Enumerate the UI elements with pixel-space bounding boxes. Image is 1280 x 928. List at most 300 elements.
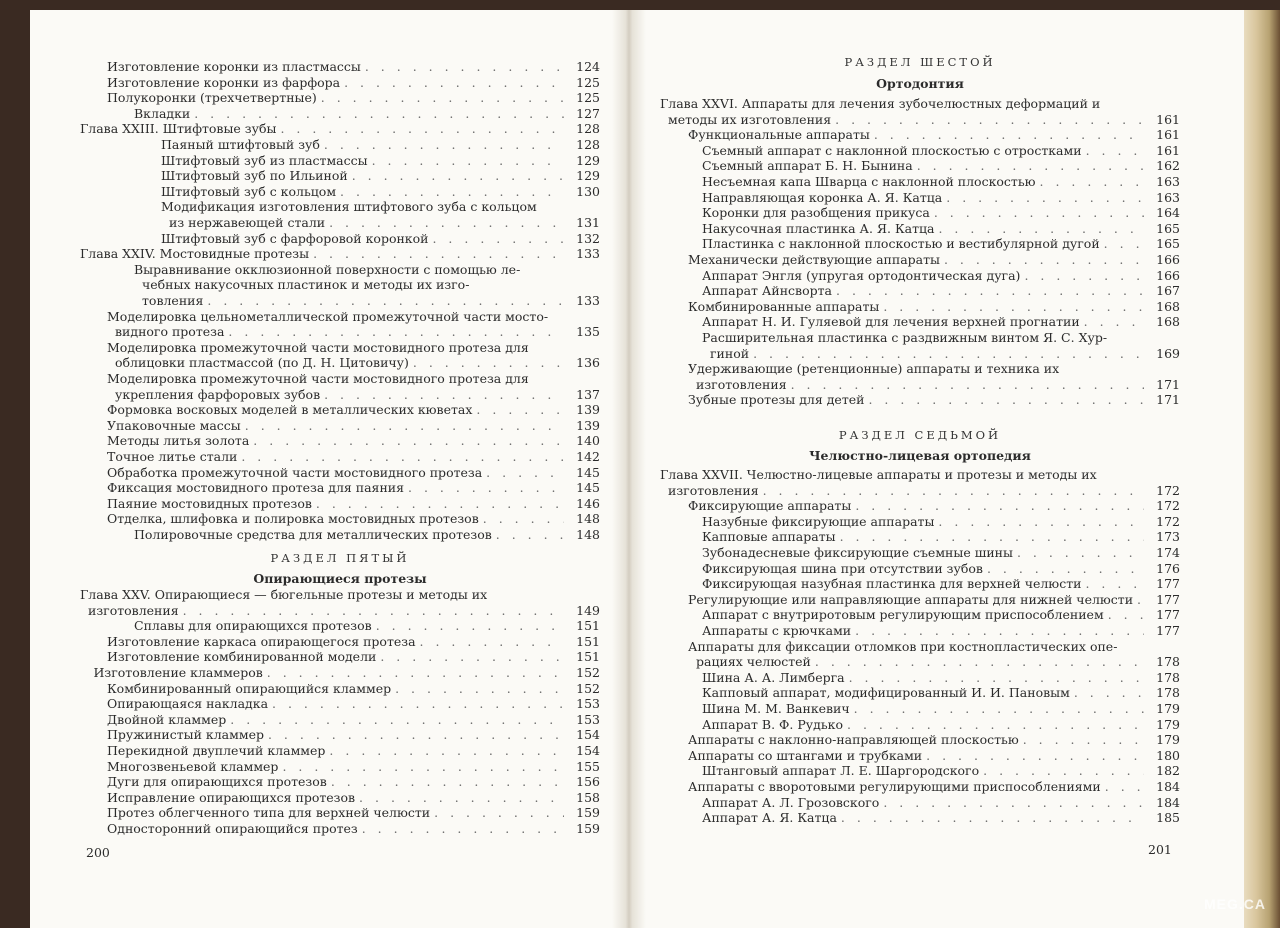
toc-entry-title: Перекидной двуплечий кламмер bbox=[107, 743, 326, 758]
toc-entry-title: Комбинированные аппараты bbox=[688, 298, 880, 314]
leader-dots bbox=[321, 91, 564, 105]
leader-dots bbox=[883, 300, 1144, 314]
toc-entry bbox=[107, 728, 600, 742]
toc-entry-title: видного протеза bbox=[115, 324, 225, 340]
leader-dots bbox=[849, 671, 1144, 685]
toc-entry-title: Паяный штифтовый зуб bbox=[161, 137, 320, 152]
leader-dots bbox=[267, 666, 564, 680]
toc-entry bbox=[107, 635, 600, 649]
toc-entry bbox=[688, 393, 1180, 407]
toc-entry-page: 153 bbox=[576, 711, 600, 727]
toc-entry-page: 159 bbox=[576, 805, 600, 821]
leader-dots bbox=[1024, 269, 1144, 283]
toc-entry bbox=[107, 450, 600, 464]
toc-entry bbox=[688, 499, 1180, 513]
toc-entry-title: из нержавеющей стали bbox=[169, 215, 326, 230]
toc-entry-page: 124 bbox=[576, 59, 600, 74]
leader-dots bbox=[987, 562, 1144, 576]
leader-dots bbox=[753, 347, 1144, 361]
leader-dots bbox=[352, 169, 564, 183]
toc-entry bbox=[107, 791, 600, 805]
toc-entry-title: товления bbox=[142, 293, 204, 308]
leader-dots bbox=[380, 650, 564, 664]
left-page bbox=[80, 0, 600, 918]
toc-entry bbox=[702, 686, 1180, 700]
toc-entry bbox=[702, 269, 1180, 283]
toc-entry-title: Съемный аппарат с наклонной плоскостью с отростками bbox=[702, 142, 1082, 158]
toc-entry bbox=[688, 749, 1180, 763]
leader-dots bbox=[944, 253, 1144, 267]
toc-entry-title: Съемный аппарат Б. Н. Бынина bbox=[702, 158, 913, 174]
leader-dots bbox=[855, 499, 1144, 513]
toc-entry-title: изготовления bbox=[696, 376, 787, 392]
toc-entry-title: Двойной кламмер bbox=[107, 711, 227, 727]
toc-entry-title: Фиксация мостовидного протеза для паяния bbox=[107, 480, 404, 496]
toc-entry bbox=[696, 378, 1180, 392]
leader-dots bbox=[791, 378, 1144, 392]
leader-dots bbox=[1040, 175, 1144, 189]
toc-entry-title: Фиксирующие аппараты bbox=[688, 498, 852, 514]
leader-dots bbox=[835, 113, 1144, 127]
leader-dots bbox=[868, 393, 1144, 407]
toc-entry-title: Штифтовый зуб с кольцом bbox=[161, 183, 337, 199]
toc-entry-page: 155 bbox=[576, 758, 600, 774]
leader-dots bbox=[420, 635, 564, 649]
toc-entry bbox=[88, 604, 600, 618]
leader-dots bbox=[324, 138, 564, 152]
toc-entry-title: Выравнивание окклюзионной поверхности с помощью ле- bbox=[134, 261, 521, 277]
leader-dots bbox=[344, 76, 564, 90]
leader-dots bbox=[938, 515, 1144, 529]
leader-dots bbox=[496, 528, 564, 542]
toc-entry-title: Аппараты с вворотовыми регулирующими приспособлениями bbox=[688, 779, 1101, 794]
leader-dots bbox=[926, 749, 1144, 763]
leader-dots bbox=[408, 481, 564, 495]
toc-entry-page: 179 bbox=[1156, 701, 1180, 716]
toc-entry-title: Многозвеньевой кламмер bbox=[107, 758, 279, 774]
toc-entry-title: Шина А. А. Лимберга bbox=[702, 669, 845, 685]
section-heading: РАЗДЕЛ ШЕСТОЙ bbox=[844, 55, 996, 69]
toc-entry-title: Глава XXVII. Челюстно-лицевые аппараты и протезы и методы их bbox=[660, 467, 1097, 482]
toc-entry-page: 184 bbox=[1156, 794, 1180, 810]
toc-entry bbox=[169, 216, 600, 230]
toc-entry-title: рациях челюстей bbox=[696, 654, 811, 670]
toc-entry bbox=[702, 284, 1180, 298]
toc-entry bbox=[688, 780, 1180, 794]
toc-entry-page: 171 bbox=[1156, 392, 1180, 408]
toc-entry bbox=[107, 76, 600, 90]
toc-entry-page: 139 bbox=[576, 402, 600, 418]
toc-entry-title: укрепления фарфоровых зубов bbox=[115, 386, 321, 402]
toc-entry-title: Штифтовый зуб из пластмассы bbox=[161, 152, 368, 168]
toc-entry bbox=[668, 113, 1180, 127]
toc-entry-title: Дуги для опирающихся протезов bbox=[107, 774, 327, 790]
toc-entry-title: Капповые аппараты bbox=[702, 529, 836, 545]
toc-entry bbox=[94, 666, 601, 680]
toc-entry-page: 151 bbox=[576, 618, 600, 634]
leader-dots bbox=[376, 619, 564, 633]
toc-entry bbox=[710, 347, 1180, 361]
toc-entry bbox=[702, 530, 1180, 544]
toc-entry bbox=[134, 619, 600, 633]
toc-entry-title: Изготовление комбинированной модели bbox=[107, 649, 377, 665]
leader-dots bbox=[372, 154, 564, 168]
toc-entry-title: Исправление опирающихся протезов bbox=[107, 789, 356, 805]
toc-entry-title: Зубные протезы для детей bbox=[688, 392, 865, 408]
leader-dots bbox=[359, 791, 564, 805]
toc-entry-title: Изготовление каркаса опирающегося протеза bbox=[107, 633, 416, 649]
toc-entry-title: Аппарат Н. И. Гуляевой для лечения верхней прогнатии bbox=[702, 314, 1080, 330]
toc-entry-title: Сплавы для опирающихся протезов bbox=[134, 618, 372, 634]
leader-dots bbox=[874, 128, 1144, 142]
leader-dots bbox=[245, 419, 564, 433]
toc-entry-page: 153 bbox=[576, 696, 600, 712]
toc-entry-page: 146 bbox=[576, 495, 600, 511]
leader-dots bbox=[1105, 780, 1144, 794]
toc-entry bbox=[702, 546, 1180, 560]
toc-entry-title: Штифтовый зуб по Ильиной bbox=[161, 168, 348, 184]
toc-entry-page: 152 bbox=[576, 680, 600, 696]
toc-entry-page: 185 bbox=[1156, 810, 1180, 826]
toc-entry-page: 161 bbox=[1156, 142, 1180, 158]
toc-entry-title: Паяние мостовидных протезов bbox=[107, 495, 312, 511]
toc-entry bbox=[161, 185, 600, 199]
toc-entry bbox=[115, 325, 600, 339]
toc-entry-title: Фиксирующая назубная пластинка для верхней челюсти bbox=[702, 576, 1082, 592]
toc-entry bbox=[161, 169, 600, 183]
toc-entry-title: Модификация изготовления штифтового зуба с кольцом bbox=[161, 199, 537, 215]
leader-dots bbox=[476, 403, 564, 417]
leader-dots bbox=[483, 512, 564, 526]
toc-entry bbox=[107, 434, 600, 448]
toc-entry bbox=[668, 484, 1180, 498]
toc-entry-page: 154 bbox=[576, 743, 600, 758]
right-page bbox=[660, 0, 1180, 918]
leader-dots bbox=[313, 247, 564, 261]
toc-entry bbox=[107, 775, 600, 789]
leader-dots bbox=[1084, 315, 1144, 329]
toc-entry-page: 156 bbox=[576, 774, 600, 790]
leader-dots bbox=[329, 216, 564, 230]
toc-entry-title: Полукоронки (трехчетвертные) bbox=[107, 90, 317, 106]
toc-entry-page: 133 bbox=[576, 293, 600, 308]
toc-entry-title: Несъемная капа Шварца с наклонной плоскостью bbox=[702, 174, 1036, 189]
toc-entry-page: 137 bbox=[576, 386, 600, 402]
toc-entry-page: 178 bbox=[1156, 685, 1180, 701]
leader-dots bbox=[1108, 608, 1144, 622]
toc-entry-title: Глава XXVI. Аппараты для лечения зубочелюстных деформаций и bbox=[660, 96, 1101, 111]
leader-dots bbox=[1104, 237, 1144, 251]
toc-entry-page: 149 bbox=[576, 602, 600, 618]
toc-entry-page: 162 bbox=[1156, 158, 1180, 174]
toc-entry-page: 176 bbox=[1156, 560, 1180, 576]
toc-entry bbox=[80, 122, 600, 136]
toc-entry bbox=[702, 562, 1180, 576]
toc-entry bbox=[115, 388, 600, 402]
toc-entry-title: облицовки пластмассой (по Д. Н. Цитовичу) bbox=[115, 355, 409, 371]
toc-entry bbox=[107, 512, 600, 526]
toc-entry-title: Удерживающие (ретенционные) аппараты и техника их bbox=[688, 361, 1060, 377]
leader-dots bbox=[763, 484, 1144, 498]
leader-dots bbox=[836, 284, 1144, 298]
toc-entry-page: 132 bbox=[576, 230, 600, 246]
toc-entry bbox=[696, 655, 1180, 669]
leader-dots bbox=[282, 760, 564, 774]
leader-dots bbox=[272, 697, 564, 711]
toc-entry-page: 169 bbox=[1156, 345, 1180, 361]
toc-entry-page: 131 bbox=[576, 215, 600, 230]
toc-entry bbox=[134, 107, 600, 121]
leader-dots bbox=[241, 450, 564, 464]
toc-entry-title: Аппараты с наклонно-направляющей плоскостью bbox=[688, 732, 1019, 748]
toc-entry-title: Назубные фиксирующие аппараты bbox=[702, 513, 935, 529]
leader-dots bbox=[938, 222, 1144, 236]
toc-entry-title: Аппарат А. Я. Катца bbox=[702, 810, 837, 826]
toc-entry-page: 174 bbox=[1156, 545, 1180, 560]
leader-dots bbox=[847, 718, 1144, 732]
toc-entry bbox=[688, 253, 1180, 267]
toc-entry bbox=[107, 682, 600, 696]
toc-entry-page: 172 bbox=[1156, 482, 1180, 498]
toc-entry-title: изготовления bbox=[668, 482, 759, 498]
leader-dots bbox=[207, 294, 564, 308]
toc-entry-title: Аппарат Айнсворта bbox=[702, 283, 832, 299]
toc-entry bbox=[107, 760, 600, 774]
toc-entry-page: 133 bbox=[576, 246, 600, 262]
toc-entry-title: Штифтовый зуб с фарфоровой коронкой bbox=[161, 230, 429, 246]
toc-entry-page: 171 bbox=[1156, 376, 1180, 392]
toc-entry bbox=[134, 528, 600, 542]
toc-entry-page: 125 bbox=[576, 90, 600, 106]
toc-entry-title: Протез облегченного типа для верхней челюсти bbox=[107, 805, 431, 821]
toc-entry-page: 127 bbox=[576, 105, 600, 121]
toc-entry-page: 177 bbox=[1156, 607, 1180, 623]
toc-entry-page: 172 bbox=[1156, 498, 1180, 514]
section-title: Опирающиеся протезы bbox=[253, 571, 427, 586]
toc-entry bbox=[702, 222, 1180, 236]
toc-entry bbox=[702, 702, 1180, 716]
toc-entry-title: Глава XXV. Опирающиеся — бюгельные протезы и методы их bbox=[80, 587, 488, 602]
toc-entry-page: 145 bbox=[576, 480, 600, 496]
toc-entry-title: Глава XXIV. Мостовидные протезы bbox=[80, 246, 310, 262]
toc-entry-title: Накусочная пластинка А. Я. Катца bbox=[702, 220, 935, 236]
section-title: Челюстно-лицевая ортопедия bbox=[809, 448, 1031, 463]
page-number: 201 bbox=[1148, 842, 1172, 857]
toc-entry bbox=[107, 713, 600, 727]
toc-entry-title: Аппарат А. Л. Грозовского bbox=[702, 794, 880, 810]
toc-entry-title: Функциональные аппараты bbox=[688, 127, 870, 143]
toc-entry-title: Односторонний опирающийся протез bbox=[107, 821, 358, 836]
toc-entry-page: 165 bbox=[1156, 220, 1180, 236]
toc-entry-title: Изготовление коронки из пластмассы bbox=[107, 59, 361, 74]
leader-dots bbox=[1017, 546, 1144, 560]
toc-entry-title: Пластинка с наклонной плоскостью и вестибулярной дугой bbox=[702, 236, 1100, 252]
toc-entry-page: 152 bbox=[576, 665, 600, 680]
leader-dots bbox=[840, 530, 1144, 544]
toc-entry-title: Опирающаяся накладка bbox=[107, 696, 269, 712]
toc-entry-page: 168 bbox=[1156, 314, 1180, 330]
toc-entry-page: 129 bbox=[576, 152, 600, 168]
leader-dots bbox=[917, 159, 1144, 173]
leader-dots bbox=[946, 191, 1144, 205]
toc-entry bbox=[702, 175, 1180, 189]
leader-dots bbox=[329, 744, 564, 758]
toc-entry-title: Моделировка цельнометаллической промежуточной части мосто- bbox=[107, 308, 549, 324]
toc-entry-title: Аппарат с внутриротовым регулирующим приспособлением bbox=[702, 607, 1104, 623]
toc-entry bbox=[107, 744, 600, 758]
toc-entry-title: Отделка, шлифовка и полировка мостовидных протезов bbox=[107, 511, 479, 527]
toc-entry bbox=[702, 315, 1180, 329]
toc-entry-page: 151 bbox=[576, 633, 600, 649]
toc-entry bbox=[688, 128, 1180, 142]
toc-entry-page: 167 bbox=[1156, 283, 1180, 299]
leader-dots bbox=[854, 702, 1144, 716]
toc-entry-page: 177 bbox=[1156, 576, 1180, 592]
toc-entry-page: 163 bbox=[1156, 189, 1180, 205]
toc-entry-title: Полировочные средства для металлических протезов bbox=[134, 527, 492, 542]
toc-entry-title: Глава XXIII. Штифтовые зубы bbox=[80, 121, 277, 137]
toc-entry bbox=[107, 419, 600, 433]
leader-dots bbox=[395, 682, 564, 696]
toc-entry bbox=[107, 91, 600, 105]
toc-entry bbox=[107, 497, 600, 511]
toc-entry bbox=[702, 159, 1180, 173]
toc-entry-title: методы их изготовления bbox=[668, 111, 832, 127]
toc-entry-title: Фиксирующая шина при отсутствии зубов bbox=[702, 560, 983, 576]
toc-entry-page: 148 bbox=[576, 527, 600, 542]
toc-entry bbox=[115, 356, 600, 370]
toc-entry-page: 136 bbox=[576, 355, 600, 371]
toc-entry-title: Шина М. М. Ванкевич bbox=[702, 701, 850, 716]
leader-dots bbox=[365, 60, 564, 74]
toc-entry-page: 125 bbox=[576, 74, 600, 90]
toc-entry bbox=[80, 247, 600, 261]
toc-entry-title: Регулирующие или направляющие аппараты для нижней челюсти bbox=[688, 591, 1134, 607]
toc-entry bbox=[161, 232, 600, 246]
toc-entry-page: 168 bbox=[1156, 298, 1180, 314]
leader-dots bbox=[434, 806, 564, 820]
toc-entry bbox=[107, 403, 600, 417]
toc-entry bbox=[702, 796, 1180, 810]
leader-dots bbox=[841, 811, 1144, 825]
toc-entry-page: 140 bbox=[576, 433, 600, 449]
toc-entry-page: 172 bbox=[1156, 513, 1180, 529]
toc-entry-page: 180 bbox=[1156, 747, 1180, 763]
toc-entry-page: 158 bbox=[576, 789, 600, 805]
leader-dots bbox=[934, 206, 1144, 220]
toc-entry bbox=[107, 481, 600, 495]
toc-entry-title: Аппараты со штангами и трубками bbox=[688, 747, 923, 763]
toc-entry bbox=[702, 237, 1180, 251]
toc-entry-title: Коронки для разобщения прикуса bbox=[702, 205, 930, 221]
toc-entry bbox=[107, 60, 600, 74]
toc-entry bbox=[702, 144, 1180, 158]
toc-entry bbox=[688, 593, 1180, 607]
toc-entry-page: 166 bbox=[1156, 252, 1180, 267]
toc-entry-page: 161 bbox=[1156, 111, 1180, 127]
section-heading: РАЗДЕЛ СЕДЬМОЙ bbox=[838, 428, 1002, 442]
toc-entry-title: Штанговый аппарат Л. Е. Шаргородского bbox=[702, 763, 980, 779]
toc-entry bbox=[107, 650, 600, 664]
leader-dots bbox=[883, 796, 1144, 810]
toc-entry-page: 182 bbox=[1156, 763, 1180, 779]
toc-entry bbox=[702, 671, 1180, 685]
toc-entry-title: Методы литья золота bbox=[107, 433, 250, 449]
toc-entry bbox=[702, 191, 1180, 205]
toc-entry-page: 159 bbox=[576, 821, 600, 836]
toc-entry-page: 130 bbox=[576, 183, 600, 199]
toc-entry-title: Точное литье стали bbox=[107, 449, 238, 464]
leader-dots bbox=[183, 604, 564, 618]
toc-entry-title: Моделировка промежуточной части мостовидного протеза для bbox=[107, 371, 529, 386]
toc-entry-page: 135 bbox=[576, 324, 600, 340]
toc-entry-page: 154 bbox=[576, 727, 600, 743]
leader-dots bbox=[1074, 686, 1144, 700]
watermark: MEG.CA bbox=[1204, 896, 1266, 912]
leader-dots bbox=[340, 185, 564, 199]
toc-entry-page: 173 bbox=[1156, 529, 1180, 545]
toc-entry-title: Расширительная пластинка с раздвижным винтом Я. С. Хур- bbox=[702, 330, 1108, 345]
toc-entry-page: 179 bbox=[1156, 732, 1180, 748]
toc-entry-page: 145 bbox=[576, 464, 600, 480]
toc-entry-page: 142 bbox=[576, 449, 600, 464]
toc-entry bbox=[107, 697, 600, 711]
toc-entry-title: Аппараты для фиксации отломков при костнопластических опе- bbox=[688, 638, 1118, 654]
toc-entry-title: Аппараты с крючками bbox=[702, 623, 852, 638]
toc-entry-title: гиной bbox=[710, 345, 750, 361]
leader-dots bbox=[324, 388, 564, 402]
toc-entry bbox=[142, 294, 600, 308]
toc-entry-title: Капповый аппарат, модифицированный И. И. Пановым bbox=[702, 685, 1070, 701]
toc-entry-page: 177 bbox=[1156, 623, 1180, 638]
leader-dots bbox=[855, 624, 1144, 638]
toc-entry-page: 151 bbox=[576, 649, 600, 665]
leader-dots bbox=[1023, 733, 1144, 747]
book-gutter bbox=[612, 10, 646, 928]
toc-entry-page: 165 bbox=[1156, 236, 1180, 252]
leader-dots bbox=[1086, 144, 1144, 158]
toc-entry bbox=[702, 577, 1180, 591]
toc-entry bbox=[702, 206, 1180, 220]
toc-entry-page: 163 bbox=[1156, 174, 1180, 189]
toc-entry-title: чебных накусочных пластинок и методы их изго- bbox=[142, 277, 470, 293]
toc-entry-title: Зубонадесневые фиксирующие съемные шины bbox=[702, 545, 1013, 560]
toc-entry-page: 184 bbox=[1156, 779, 1180, 794]
toc-entry bbox=[107, 822, 600, 836]
toc-entry bbox=[688, 300, 1180, 314]
leader-dots bbox=[413, 356, 564, 370]
toc-entry-page: 179 bbox=[1156, 716, 1180, 732]
section-heading: РАЗДЕЛ ПЯТЫЙ bbox=[270, 551, 410, 565]
leader-dots bbox=[815, 655, 1144, 669]
toc-entry bbox=[161, 138, 600, 152]
toc-entry-title: Моделировка промежуточной части мостовидного протеза для bbox=[107, 339, 529, 355]
toc-entry-title: Изготовление коронки из фарфора bbox=[107, 74, 341, 90]
toc-entry-title: Аппарат Энгля (упругая ортодонтическая дуга) bbox=[702, 267, 1021, 283]
toc-entry-title: Изготовление кламмеров bbox=[93, 665, 263, 680]
toc-entry bbox=[702, 811, 1180, 825]
toc-entry-title: Вкладки bbox=[134, 105, 191, 121]
toc-entry-page: 161 bbox=[1156, 127, 1180, 143]
page-edges bbox=[1244, 10, 1280, 928]
toc-entry-title: Обработка промежуточной части мостовидного протеза bbox=[107, 464, 483, 480]
section-title: Ортодонтия bbox=[876, 76, 964, 91]
leader-dots bbox=[268, 728, 564, 742]
toc-entry-title: Комбинированный опирающийся кламмер bbox=[107, 680, 392, 696]
leader-dots bbox=[432, 232, 564, 246]
leader-dots bbox=[228, 325, 564, 339]
toc-entry bbox=[107, 806, 600, 820]
